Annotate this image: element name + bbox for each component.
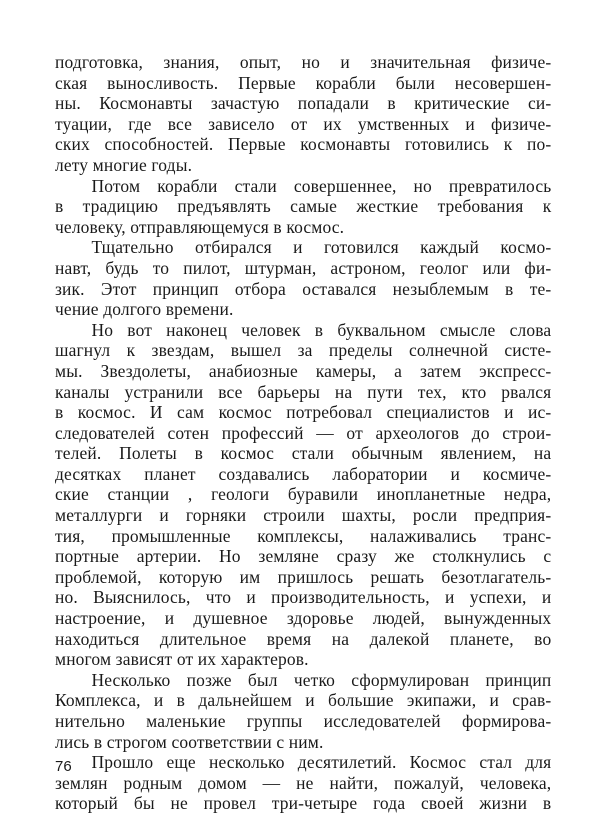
- text-line: в традицию предъявлять самые жесткие требования к: [55, 196, 552, 217]
- paragraph: [55, 52, 551, 176]
- paragraph: [55, 752, 551, 814]
- text-line: ских способностей. Первые космонавты готовились к по-: [55, 134, 552, 155]
- paragraph: [55, 176, 551, 238]
- text-line: лись в строгом соответствии с ним.: [55, 731, 324, 752]
- text-line: зик. Этот принцип отбора оставался незыблемым в те-: [55, 278, 552, 299]
- text-line: проблемой, которую им пришлось решать безотлагатель-: [55, 566, 552, 587]
- paragraph: [55, 237, 551, 319]
- text-line: находиться длительное время на далекой планете, во: [55, 628, 552, 649]
- paragraph: [55, 320, 551, 670]
- text-line: который бы не провел три-четыре года своей жизни в: [55, 793, 552, 814]
- text-line: Тщательно отбирался и готовился каждый космо-: [91, 237, 552, 258]
- text-line: каналы устранили все барьеры на пути тех, кто рвался: [55, 381, 552, 402]
- text-line: Потом корабли стали совершеннее, но превратилось: [91, 175, 552, 196]
- text-line: в космос. И сам космос потребовал специалистов и ис-: [55, 402, 552, 423]
- text-line: тия, промышленные комплексы, налаживались транс-: [55, 525, 552, 546]
- text-line: человеку, отправляющемуся в космос.: [55, 216, 345, 237]
- text-line: туации, где все зависело от их умственных и физиче-: [55, 113, 552, 134]
- text-line: землян родным домом — не найти, пожалуй, человека,: [55, 772, 552, 793]
- text-line: но. Выяснилось, что и производительность, и успехи, и: [55, 587, 552, 608]
- text-line: подготовка, знания, опыт, но и значительная физиче-: [55, 52, 552, 72]
- text-line: Прошло еще несколько десятилетий. Космос стал для: [91, 752, 552, 773]
- text-line: следователей сотен профессий — от археологов до строи-: [55, 422, 552, 443]
- text-line: Но вот наконец человек в буквальном смысле слова: [91, 319, 552, 340]
- text-line: десятках планет создавались лаборатории и космиче-: [55, 463, 552, 484]
- paragraph: [55, 670, 551, 752]
- page-number: 76: [55, 758, 72, 775]
- text-line: навт, будь то пилот, штурман, астроном, геолог или фи-: [55, 257, 552, 278]
- text-line: шагнул к звездам, вышел за пределы солнечной систе-: [55, 340, 552, 361]
- text-line: нительно маленькие группы исследователей формирова-: [55, 711, 552, 731]
- text-line: мы. Звездолеты, анабиозные камеры, а затем экспресс-: [55, 360, 552, 381]
- text-line: Комплекса, и в дальнейшем и большие экипажи, и срав-: [55, 690, 552, 711]
- text-line: портные артерии. Но земляне сразу же столкнулись с: [55, 546, 552, 567]
- text-line: Несколько позже был четко сформулирован принцип: [91, 669, 552, 690]
- text-line: многом зависят от их характеров.: [55, 649, 309, 670]
- text-line: настроение, и душевное здоровье людей, вынужденных: [55, 608, 552, 629]
- text-line: металлурги и горняки строили шахты, росли предприя-: [55, 505, 552, 526]
- text-line: чение долгого времени.: [55, 299, 234, 320]
- text-line: ны. Космонавты зачастую попадали в критические си-: [55, 93, 552, 114]
- text-line: ские станции , геологи буравили инопланетные недра,: [55, 484, 552, 505]
- text-line: телей. Полеты в космос стали обычным явлением, на: [55, 443, 552, 464]
- text-line: ская выносливость. Первые корабли были несовершен-: [55, 72, 552, 93]
- text-line: лету многие годы.: [55, 154, 193, 175]
- book-page-body: [55, 52, 551, 814]
